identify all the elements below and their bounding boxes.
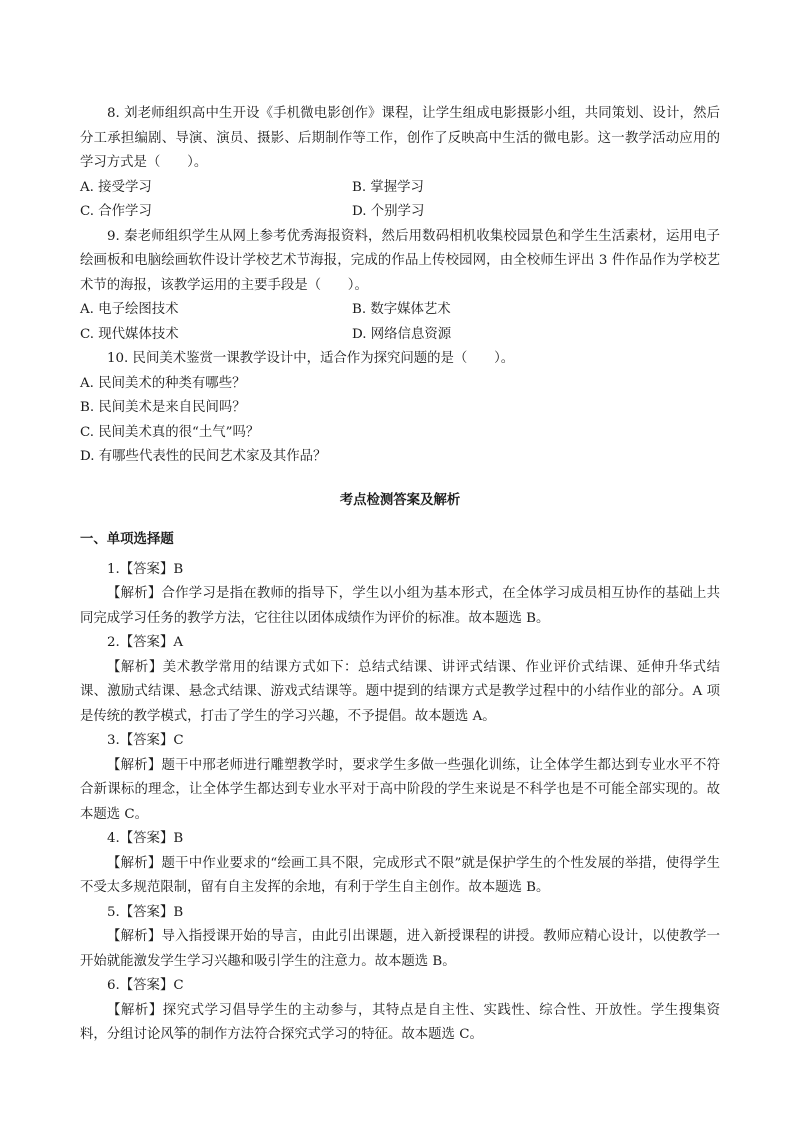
answer-analysis: 【解析】导入指授课开始的导言，由此引出课题，进入新授课程的讲授。教师应精心设计，以使教学一开始就能激发学生学习兴趣和吸引学生的注意力。故本题选 B。 <box>80 929 720 969</box>
option: A. 电子绘图技术 <box>80 302 179 317</box>
option: B. 数字媒体艺术 <box>352 302 451 317</box>
question-stem: 10. 民间美术鉴赏一课教学设计中，适合作为探究问题的是（ ）。 <box>107 351 515 366</box>
options-row <box>80 323 720 348</box>
section-heading: 一、单项选择题 <box>80 531 174 547</box>
option: A. 民间美术的种类有哪些？ <box>80 375 246 391</box>
question-stem: 8. 刘老师组织高中生开设《手机微电影创作》课程，让学生组成电影摄影小组，共同策划、设计，然后分工承担编剧、导演、演员、摄影、后期制作等工作，创作了反映高中生活的微电影。这一教学活动应用的学习方式是（ ）。 <box>80 106 720 170</box>
answers-title: 考点检测答案及解析 <box>339 492 461 508</box>
answer-block <box>80 827 720 901</box>
option: C. 现代媒体技术 <box>80 326 179 342</box>
answer-block <box>80 901 720 975</box>
option: D. 有哪些代表性的民间艺术家及其作品？ <box>80 449 327 464</box>
answer-block <box>80 974 720 1048</box>
page-content <box>80 102 720 1048</box>
answer-label: 3.【答案】C <box>107 733 184 748</box>
answer-label: 1.【答案】B <box>107 561 184 577</box>
option: D. 个别学习 <box>352 204 425 219</box>
answer-analysis: 【解析】题干中作业要求的“绘画工具不限，完成形式不限”就是保护学生的个性发展的举措，使得学生不受太多规范限制，留有自主发挥的余地，有利于学生自主创作。故本题选 B。 <box>80 855 720 895</box>
options-row <box>80 298 720 323</box>
answer-analysis: 【解析】合作学习是指在教师的指导下，学生以小组为基本形式，在全体学习成员相互协作的基础上共同完成学习任务的教学方法，它往往以团体成绩作为评价的标准。故本题选 B。 <box>80 586 720 626</box>
option: C. 合作学习 <box>80 204 152 219</box>
options-row <box>80 200 720 225</box>
option: B. 掌握学习 <box>352 179 424 195</box>
answer-label: 5.【答案】B <box>107 904 184 920</box>
question-10 <box>80 347 720 470</box>
option: C. 民间美术真的很“土气”吗？ <box>80 424 260 440</box>
answer-block <box>80 558 720 632</box>
option: D. 网络信息资源 <box>352 326 452 342</box>
options-row <box>80 176 720 201</box>
answer-label: 2.【答案】A <box>107 635 184 650</box>
option: B. 民间美术是来自民间吗？ <box>80 400 246 415</box>
answer-label: 6.【答案】C <box>107 978 184 993</box>
question-stem: 9. 秦老师组织学生从网上参考优秀海报资料，然后用数码相机收集校园景色和学生生活素材，运用电子绘画板和电脑绘画软件设计学校艺术节海报，完成的作品上传校园网，由全校师生评出 3 件作品作为学校艺术节的海报，该教学运用的主要手段是（ ）。 <box>80 228 720 293</box>
answer-label: 4.【答案】B <box>107 831 184 846</box>
question-9 <box>80 225 720 348</box>
answer-block <box>80 729 720 827</box>
answer-analysis: 【解析】美术教学常用的结课方式如下：总结式结课、讲评式结课、作业评价式结课、延伸升华式结课、激励式结课、悬念式结课、游戏式结课等。题中提到的结课方式是教学过程中的小结作业的部分。A 项是传统的教学模式，打击了学生的学习兴趣，不予提倡。故本题选 A。 <box>80 659 720 724</box>
answer-block <box>80 631 720 729</box>
answer-analysis: 【解析】题干中邢老师进行雕塑教学时，要求学生多做一些强化训练，让全体学生都达到专业水平不符合新课标的理念，让全体学生都达到专业水平对于高中阶段的学生来说是不科学也是不可能全部实现的。故本题选 C。 <box>80 757 720 822</box>
option: A. 接受学习 <box>80 179 152 195</box>
answer-analysis: 【解析】探究式学习倡导学生的主动参与，其特点是自主性、实践性、综合性、开放性。学生搜集资料，分组讨论风筝的制作方法符合探究式学习的特征。故本题选 C。 <box>80 1002 720 1042</box>
question-8 <box>80 102 720 225</box>
